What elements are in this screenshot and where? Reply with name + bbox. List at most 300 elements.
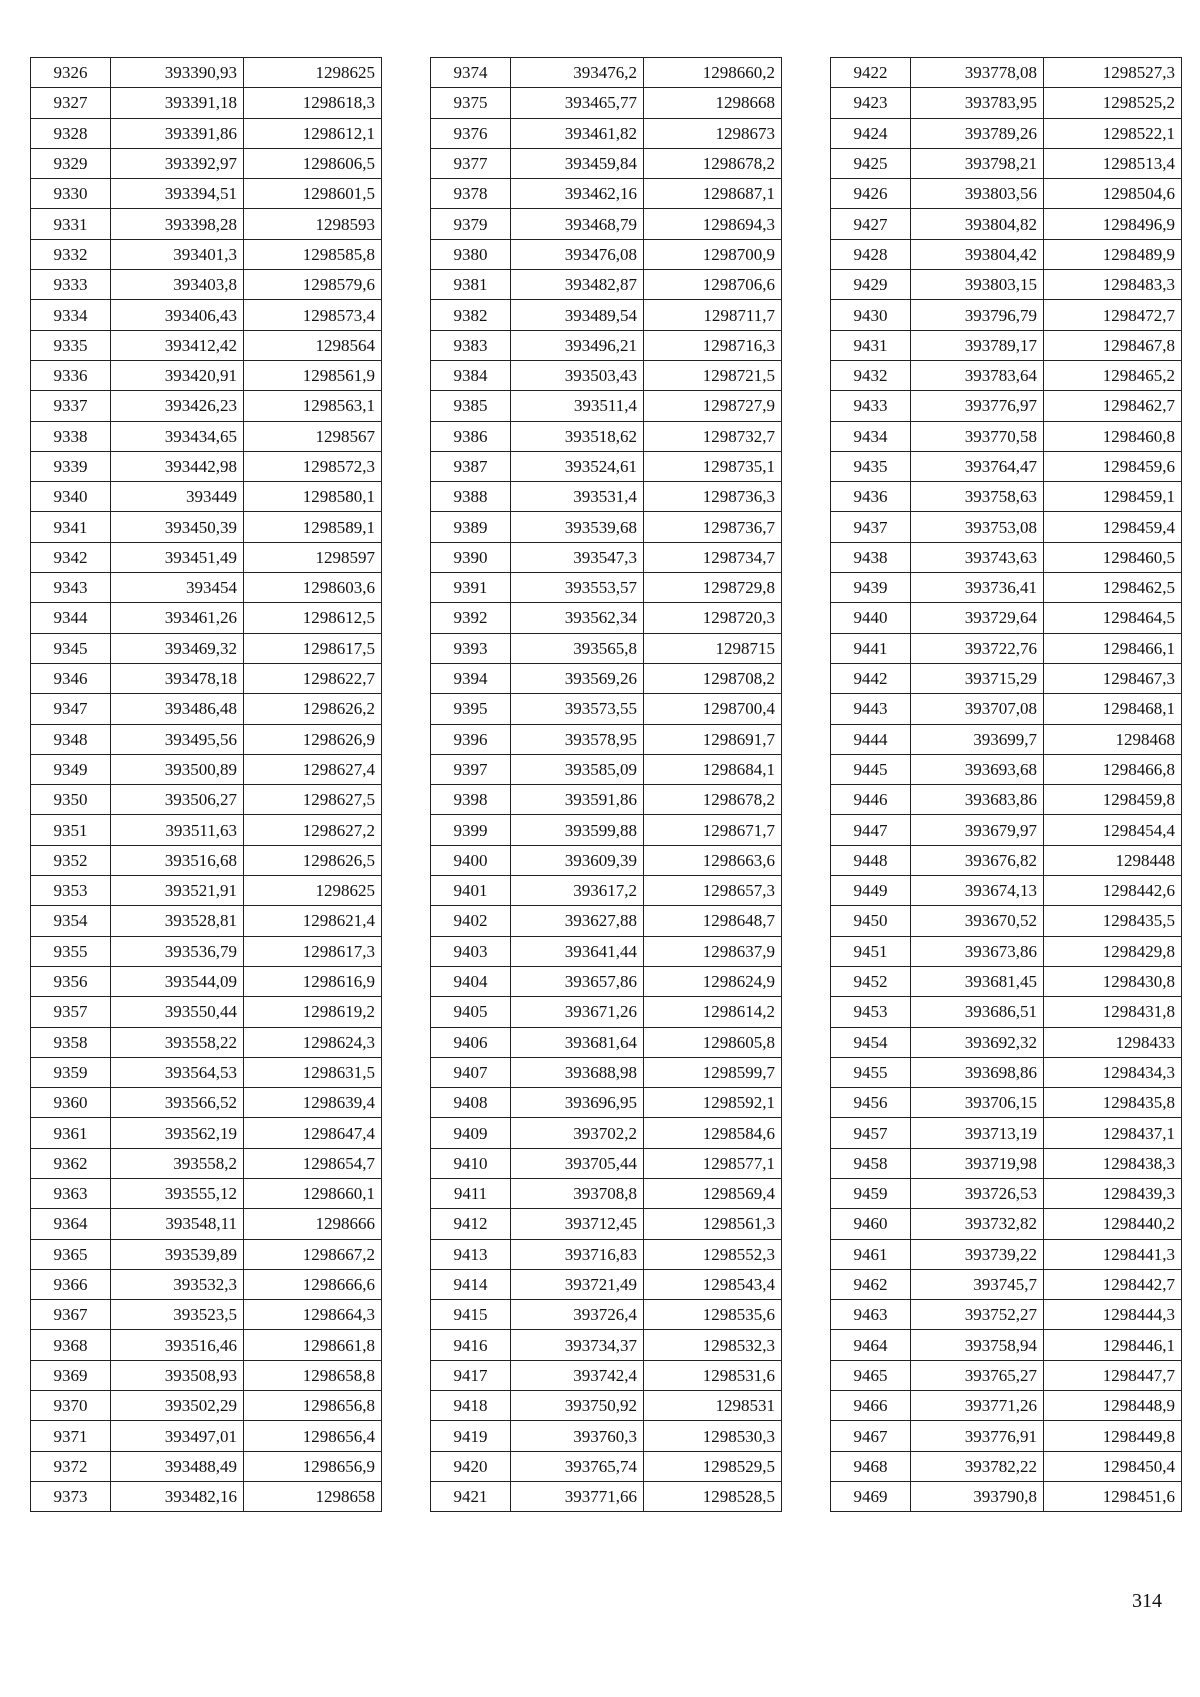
table-row	[31, 1391, 382, 1421]
table-row	[31, 1300, 382, 1330]
y-coordinate-cell: 1298435,5	[1044, 906, 1182, 936]
point-number-cell: 9376	[431, 118, 511, 148]
x-coordinate-cell: 393528,81	[111, 906, 244, 936]
x-coordinate-cell: 393752,27	[911, 1300, 1044, 1330]
point-number-cell: 9386	[431, 421, 511, 451]
table-row	[431, 754, 782, 784]
x-coordinate-cell: 393564,53	[111, 1057, 244, 1087]
table-row	[831, 845, 1182, 875]
point-number-cell: 9393	[431, 633, 511, 663]
y-coordinate-cell: 1298603,6	[244, 573, 382, 603]
x-coordinate-cell: 393771,66	[511, 1481, 644, 1511]
x-coordinate-cell: 393523,5	[111, 1300, 244, 1330]
x-coordinate-cell: 393609,39	[511, 845, 644, 875]
y-coordinate-cell: 1298667,2	[244, 1239, 382, 1269]
table-row	[31, 906, 382, 936]
table-row	[431, 482, 782, 512]
y-coordinate-cell: 1298442,6	[1044, 876, 1182, 906]
point-number-cell: 9466	[831, 1391, 911, 1421]
y-coordinate-cell: 1298617,3	[244, 936, 382, 966]
table-row	[431, 360, 782, 390]
y-coordinate-cell: 1298618,3	[244, 88, 382, 118]
y-coordinate-cell: 1298472,7	[1044, 300, 1182, 330]
table-row	[431, 330, 782, 360]
x-coordinate-cell: 393495,56	[111, 724, 244, 754]
point-number-cell: 9366	[31, 1269, 111, 1299]
table-row	[31, 148, 382, 178]
table-row	[831, 724, 1182, 754]
y-coordinate-cell: 1298619,2	[244, 997, 382, 1027]
y-coordinate-cell: 1298666	[244, 1209, 382, 1239]
table-row	[431, 1421, 782, 1451]
table-row	[431, 1360, 782, 1390]
table-row	[31, 451, 382, 481]
point-number-cell: 9444	[831, 724, 911, 754]
point-number-cell: 9370	[31, 1391, 111, 1421]
table-row	[31, 694, 382, 724]
point-number-cell: 9385	[431, 391, 511, 421]
x-coordinate-cell: 393489,54	[511, 300, 644, 330]
table-row	[431, 966, 782, 996]
x-coordinate-cell: 393681,64	[511, 1027, 644, 1057]
point-number-cell: 9447	[831, 815, 911, 845]
x-coordinate-cell: 393804,82	[911, 209, 1044, 239]
y-coordinate-cell: 1298460,5	[1044, 542, 1182, 572]
y-coordinate-cell: 1298525,2	[1044, 88, 1182, 118]
point-number-cell: 9439	[831, 573, 911, 603]
table-row	[31, 482, 382, 512]
table-row	[831, 815, 1182, 845]
table-row	[31, 512, 382, 542]
point-number-cell: 9425	[831, 148, 911, 178]
point-number-cell: 9328	[31, 118, 111, 148]
y-coordinate-cell: 1298531	[644, 1391, 782, 1421]
table-row	[431, 512, 782, 542]
y-coordinate-cell: 1298467,3	[1044, 663, 1182, 693]
y-coordinate-cell: 1298496,9	[1044, 209, 1182, 239]
point-number-cell: 9394	[431, 663, 511, 693]
table-row	[431, 997, 782, 1027]
table-row	[831, 1209, 1182, 1239]
x-coordinate-cell: 393562,19	[111, 1118, 244, 1148]
table-row	[431, 1239, 782, 1269]
y-coordinate-cell: 1298639,4	[244, 1088, 382, 1118]
y-coordinate-cell: 1298522,1	[1044, 118, 1182, 148]
point-number-cell: 9369	[31, 1360, 111, 1390]
y-coordinate-cell: 1298671,7	[644, 815, 782, 845]
y-coordinate-cell: 1298601,5	[244, 179, 382, 209]
table-row	[31, 239, 382, 269]
y-coordinate-cell: 1298631,5	[244, 1057, 382, 1087]
table-row	[431, 1391, 782, 1421]
y-coordinate-cell: 1298464,5	[1044, 603, 1182, 633]
y-coordinate-cell: 1298720,3	[644, 603, 782, 633]
x-coordinate-cell: 393798,21	[911, 148, 1044, 178]
y-coordinate-cell: 1298580,1	[244, 482, 382, 512]
y-coordinate-cell: 1298442,7	[1044, 1269, 1182, 1299]
x-coordinate-cell: 393488,49	[111, 1451, 244, 1481]
table-row	[831, 330, 1182, 360]
x-coordinate-cell: 393758,94	[911, 1330, 1044, 1360]
x-coordinate-cell: 393502,29	[111, 1391, 244, 1421]
table-row	[831, 633, 1182, 663]
table-row	[31, 724, 382, 754]
table-row	[31, 1481, 382, 1511]
x-coordinate-cell: 393531,4	[511, 482, 644, 512]
y-coordinate-cell: 1298454,4	[1044, 815, 1182, 845]
x-coordinate-cell: 393401,3	[111, 239, 244, 269]
x-coordinate-cell: 393521,91	[111, 876, 244, 906]
table-row	[831, 1027, 1182, 1057]
x-coordinate-cell: 393550,44	[111, 997, 244, 1027]
table-row	[831, 1330, 1182, 1360]
point-number-cell: 9407	[431, 1057, 511, 1087]
table-row	[831, 694, 1182, 724]
table-row	[431, 179, 782, 209]
y-coordinate-cell: 1298624,9	[644, 966, 782, 996]
point-number-cell: 9371	[31, 1421, 111, 1451]
table-row	[31, 179, 382, 209]
x-coordinate-cell: 393734,37	[511, 1330, 644, 1360]
x-coordinate-cell: 393698,86	[911, 1057, 1044, 1087]
x-coordinate-cell: 393716,83	[511, 1239, 644, 1269]
x-coordinate-cell: 393739,22	[911, 1239, 1044, 1269]
x-coordinate-cell: 393462,16	[511, 179, 644, 209]
point-number-cell: 9461	[831, 1239, 911, 1269]
y-coordinate-cell: 1298563,1	[244, 391, 382, 421]
x-coordinate-cell: 393674,13	[911, 876, 1044, 906]
y-coordinate-cell: 1298459,1	[1044, 482, 1182, 512]
y-coordinate-cell: 1298666,6	[244, 1269, 382, 1299]
y-coordinate-cell: 1298616,9	[244, 966, 382, 996]
x-coordinate-cell: 393591,86	[511, 785, 644, 815]
x-coordinate-cell: 393476,08	[511, 239, 644, 269]
y-coordinate-cell: 1298656,9	[244, 1451, 382, 1481]
x-coordinate-cell: 393726,4	[511, 1300, 644, 1330]
point-number-cell: 9409	[431, 1118, 511, 1148]
y-coordinate-cell: 1298460,8	[1044, 421, 1182, 451]
x-coordinate-cell: 393683,86	[911, 785, 1044, 815]
x-coordinate-cell: 393713,19	[911, 1118, 1044, 1148]
x-coordinate-cell: 393753,08	[911, 512, 1044, 542]
y-coordinate-cell: 1298552,3	[644, 1239, 782, 1269]
point-number-cell: 9434	[831, 421, 911, 451]
point-number-cell: 9397	[431, 754, 511, 784]
table-row	[831, 1481, 1182, 1511]
y-coordinate-cell: 1298660,2	[644, 58, 782, 88]
x-coordinate-cell: 393783,64	[911, 360, 1044, 390]
y-coordinate-cell: 1298446,1	[1044, 1330, 1182, 1360]
table-row	[431, 1118, 782, 1148]
point-number-cell: 9352	[31, 845, 111, 875]
table-row	[431, 1300, 782, 1330]
x-coordinate-cell: 393708,8	[511, 1178, 644, 1208]
point-number-cell: 9426	[831, 179, 911, 209]
y-coordinate-cell: 1298530,3	[644, 1421, 782, 1451]
point-number-cell: 9387	[431, 451, 511, 481]
point-number-cell: 9448	[831, 845, 911, 875]
y-coordinate-cell: 1298504,6	[1044, 179, 1182, 209]
x-coordinate-cell: 393454	[111, 573, 244, 603]
x-coordinate-cell: 393461,26	[111, 603, 244, 633]
y-coordinate-cell: 1298448,9	[1044, 1391, 1182, 1421]
table-row	[31, 118, 382, 148]
y-coordinate-cell: 1298448	[1044, 845, 1182, 875]
x-coordinate-cell: 393547,3	[511, 542, 644, 572]
point-number-cell: 9362	[31, 1148, 111, 1178]
y-coordinate-cell: 1298532,3	[644, 1330, 782, 1360]
table-row	[831, 1118, 1182, 1148]
table-row	[831, 421, 1182, 451]
table-row	[31, 663, 382, 693]
table-row	[431, 724, 782, 754]
x-coordinate-cell: 393544,09	[111, 966, 244, 996]
y-coordinate-cell: 1298700,4	[644, 694, 782, 724]
table-row	[431, 815, 782, 845]
x-coordinate-cell: 393676,82	[911, 845, 1044, 875]
table-row	[831, 1451, 1182, 1481]
x-coordinate-cell: 393468,79	[511, 209, 644, 239]
point-number-cell: 9438	[831, 542, 911, 572]
table-row	[31, 58, 382, 88]
point-number-cell: 9406	[431, 1027, 511, 1057]
point-number-cell: 9336	[31, 360, 111, 390]
x-coordinate-cell: 393790,8	[911, 1481, 1044, 1511]
y-coordinate-cell: 1298721,5	[644, 360, 782, 390]
x-coordinate-cell: 393469,32	[111, 633, 244, 663]
point-number-cell: 9449	[831, 876, 911, 906]
point-number-cell: 9446	[831, 785, 911, 815]
y-coordinate-cell: 1298661,8	[244, 1330, 382, 1360]
y-coordinate-cell: 1298656,8	[244, 1391, 382, 1421]
table-row	[831, 300, 1182, 330]
table-row	[831, 966, 1182, 996]
x-coordinate-cell: 393565,8	[511, 633, 644, 663]
point-number-cell: 9381	[431, 270, 511, 300]
point-number-cell: 9452	[831, 966, 911, 996]
point-number-cell: 9467	[831, 1421, 911, 1451]
point-number-cell: 9332	[31, 239, 111, 269]
x-coordinate-cell: 393765,74	[511, 1451, 644, 1481]
x-coordinate-cell: 393562,34	[511, 603, 644, 633]
y-coordinate-cell: 1298447,7	[1044, 1360, 1182, 1390]
x-coordinate-cell: 393516,68	[111, 845, 244, 875]
table-row	[831, 1088, 1182, 1118]
table-row	[31, 270, 382, 300]
point-number-cell: 9346	[31, 663, 111, 693]
y-coordinate-cell: 1298462,5	[1044, 573, 1182, 603]
y-coordinate-cell: 1298664,3	[244, 1300, 382, 1330]
x-coordinate-cell: 393721,49	[511, 1269, 644, 1299]
point-number-cell: 9414	[431, 1269, 511, 1299]
y-coordinate-cell: 1298605,8	[644, 1027, 782, 1057]
point-number-cell: 9377	[431, 148, 511, 178]
x-coordinate-cell: 393524,61	[511, 451, 644, 481]
x-coordinate-cell: 393765,27	[911, 1360, 1044, 1390]
point-number-cell: 9399	[431, 815, 511, 845]
y-coordinate-cell: 1298700,9	[644, 239, 782, 269]
y-coordinate-cell: 1298459,6	[1044, 451, 1182, 481]
point-number-cell: 9412	[431, 1209, 511, 1239]
point-number-cell: 9337	[31, 391, 111, 421]
table-row	[31, 1421, 382, 1451]
point-number-cell: 9349	[31, 754, 111, 784]
point-number-cell: 9378	[431, 179, 511, 209]
x-coordinate-cell: 393789,26	[911, 118, 1044, 148]
point-number-cell: 9388	[431, 482, 511, 512]
table-row	[831, 118, 1182, 148]
x-coordinate-cell: 393726,53	[911, 1178, 1044, 1208]
point-number-cell: 9359	[31, 1057, 111, 1087]
table-row	[831, 1148, 1182, 1178]
y-coordinate-cell: 1298622,7	[244, 663, 382, 693]
x-coordinate-cell: 393742,4	[511, 1360, 644, 1390]
y-coordinate-cell: 1298489,9	[1044, 239, 1182, 269]
point-number-cell: 9411	[431, 1178, 511, 1208]
table-row	[31, 88, 382, 118]
y-coordinate-cell: 1298626,5	[244, 845, 382, 875]
point-number-cell: 9423	[831, 88, 911, 118]
x-coordinate-cell: 393670,52	[911, 906, 1044, 936]
table-row	[431, 118, 782, 148]
point-number-cell: 9457	[831, 1118, 911, 1148]
x-coordinate-cell: 393548,11	[111, 1209, 244, 1239]
coordinate-table-3	[830, 57, 1182, 1512]
table-row	[31, 421, 382, 451]
y-coordinate-cell: 1298468	[1044, 724, 1182, 754]
x-coordinate-cell: 393391,86	[111, 118, 244, 148]
coordinate-tables	[0, 57, 1200, 1627]
x-coordinate-cell: 393776,91	[911, 1421, 1044, 1451]
table-row	[831, 876, 1182, 906]
table-row	[831, 1300, 1182, 1330]
y-coordinate-cell: 1298450,4	[1044, 1451, 1182, 1481]
point-number-cell: 9427	[831, 209, 911, 239]
y-coordinate-cell: 1298654,7	[244, 1148, 382, 1178]
y-coordinate-cell: 1298734,7	[644, 542, 782, 572]
x-coordinate-cell: 393558,22	[111, 1027, 244, 1057]
point-number-cell: 9372	[31, 1451, 111, 1481]
point-number-cell: 9334	[31, 300, 111, 330]
table-row	[31, 1027, 382, 1057]
point-number-cell: 9456	[831, 1088, 911, 1118]
x-coordinate-cell: 393394,51	[111, 179, 244, 209]
point-number-cell: 9338	[31, 421, 111, 451]
point-number-cell: 9459	[831, 1178, 911, 1208]
y-coordinate-cell: 1298727,9	[644, 391, 782, 421]
x-coordinate-cell: 393715,29	[911, 663, 1044, 693]
table-row	[831, 1360, 1182, 1390]
point-number-cell: 9417	[431, 1360, 511, 1390]
y-coordinate-cell: 1298691,7	[644, 724, 782, 754]
y-coordinate-cell: 1298584,6	[644, 1118, 782, 1148]
x-coordinate-cell: 393702,2	[511, 1118, 644, 1148]
table-row	[431, 239, 782, 269]
point-number-cell: 9364	[31, 1209, 111, 1239]
x-coordinate-cell: 393461,82	[511, 118, 644, 148]
x-coordinate-cell: 393500,89	[111, 754, 244, 784]
y-coordinate-cell: 1298567	[244, 421, 382, 451]
x-coordinate-cell: 393712,45	[511, 1209, 644, 1239]
table-row	[831, 209, 1182, 239]
y-coordinate-cell: 1298429,8	[1044, 936, 1182, 966]
x-coordinate-cell: 393555,12	[111, 1178, 244, 1208]
point-number-cell: 9329	[31, 148, 111, 178]
point-number-cell: 9415	[431, 1300, 511, 1330]
y-coordinate-cell: 1298439,3	[1044, 1178, 1182, 1208]
y-coordinate-cell: 1298637,9	[644, 936, 782, 966]
table-row	[31, 330, 382, 360]
point-number-cell: 9424	[831, 118, 911, 148]
y-coordinate-cell: 1298673	[644, 118, 782, 148]
table-row	[31, 633, 382, 663]
x-coordinate-cell: 393796,79	[911, 300, 1044, 330]
y-coordinate-cell: 1298465,2	[1044, 360, 1182, 390]
y-coordinate-cell: 1298462,7	[1044, 391, 1182, 421]
x-coordinate-cell: 393782,22	[911, 1451, 1044, 1481]
y-coordinate-cell: 1298621,4	[244, 906, 382, 936]
table-row	[831, 663, 1182, 693]
x-coordinate-cell: 393503,43	[511, 360, 644, 390]
table-row	[31, 785, 382, 815]
x-coordinate-cell: 393771,26	[911, 1391, 1044, 1421]
table-row	[831, 785, 1182, 815]
point-number-cell: 9382	[431, 300, 511, 330]
table-row	[431, 1057, 782, 1087]
table-row	[31, 603, 382, 633]
page-number: 314	[1132, 1590, 1162, 1612]
y-coordinate-cell: 1298729,8	[644, 573, 782, 603]
table-row	[31, 966, 382, 996]
x-coordinate-cell: 393434,65	[111, 421, 244, 451]
table-row	[31, 300, 382, 330]
table-row	[831, 360, 1182, 390]
point-number-cell: 9416	[431, 1330, 511, 1360]
point-number-cell: 9375	[431, 88, 511, 118]
point-number-cell: 9404	[431, 966, 511, 996]
table-row	[31, 754, 382, 784]
x-coordinate-cell: 393729,64	[911, 603, 1044, 633]
point-number-cell: 9342	[31, 542, 111, 572]
x-coordinate-cell: 393696,95	[511, 1088, 644, 1118]
point-number-cell: 9326	[31, 58, 111, 88]
y-coordinate-cell: 1298663,6	[644, 845, 782, 875]
point-number-cell: 9422	[831, 58, 911, 88]
point-number-cell: 9401	[431, 876, 511, 906]
point-number-cell: 9395	[431, 694, 511, 724]
x-coordinate-cell: 393758,63	[911, 482, 1044, 512]
y-coordinate-cell: 1298529,5	[644, 1451, 782, 1481]
table-row	[31, 1209, 382, 1239]
y-coordinate-cell: 1298597	[244, 542, 382, 572]
y-coordinate-cell: 1298660,1	[244, 1178, 382, 1208]
y-coordinate-cell: 1298451,6	[1044, 1481, 1182, 1511]
point-number-cell: 9340	[31, 482, 111, 512]
x-coordinate-cell: 393706,15	[911, 1088, 1044, 1118]
point-number-cell: 9344	[31, 603, 111, 633]
point-number-cell: 9398	[431, 785, 511, 815]
table-row	[831, 1057, 1182, 1087]
y-coordinate-cell: 1298706,6	[644, 270, 782, 300]
y-coordinate-cell: 1298648,7	[644, 906, 782, 936]
x-coordinate-cell: 393482,87	[511, 270, 644, 300]
table-row	[831, 451, 1182, 481]
point-number-cell: 9437	[831, 512, 911, 542]
y-coordinate-cell: 1298535,6	[644, 1300, 782, 1330]
x-coordinate-cell: 393403,8	[111, 270, 244, 300]
y-coordinate-cell: 1298561,9	[244, 360, 382, 390]
table-row	[831, 754, 1182, 784]
